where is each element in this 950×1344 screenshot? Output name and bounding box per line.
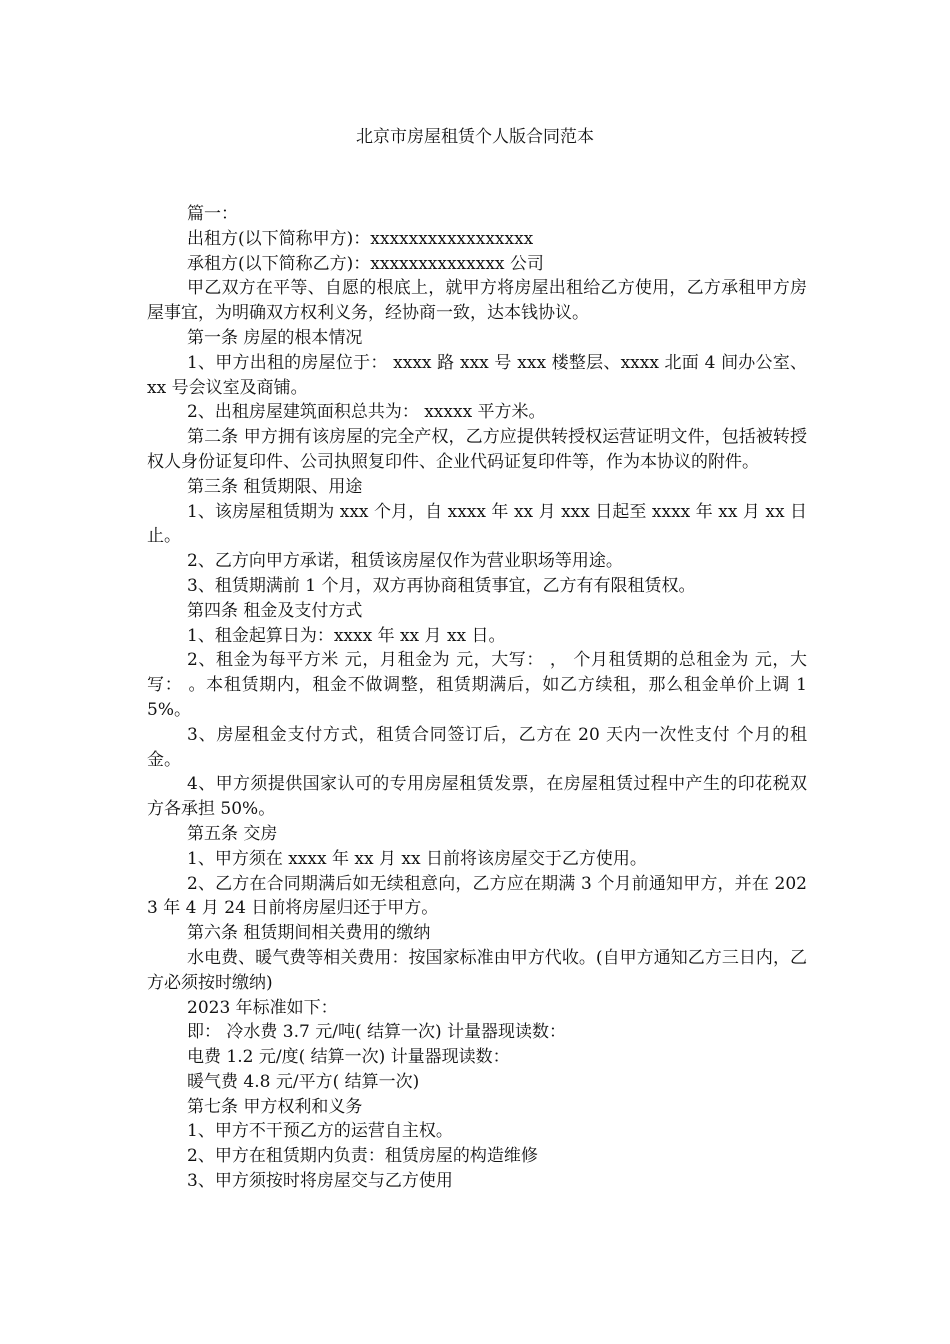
- paragraph: 1、甲方须在 xxxx 年 xx 月 xx 日前将该房屋交于乙方使用。: [187, 848, 647, 869]
- section-heading: 第二条 甲方拥有该房屋的完全产权，乙方应提供转授权运营证明文件，包括被转授权人身份证复印件、公司执照复印件、企业代码证复印件等，作为本协议的附件。: [147, 427, 807, 472]
- paragraph: 甲乙双方在平等、自愿的根底上，就甲方将房屋出租给乙方使用，乙方承租甲方房屋事宜，为明确双方权利义务，经协商一致，达本钱协议。: [147, 278, 807, 324]
- document-body: [147, 202, 807, 1194]
- paragraph: 4、甲方须提供国家认可的专用房屋租赁发票，在房屋租赁过程中产生的印花税双方各承担 50%。: [147, 774, 807, 820]
- paragraph: 1、甲方出租的房屋位于： xxxx 路 xxx 号 xxx 楼整层、xxxx 北面 4 间办公室、xx 号会议室及商铺。: [147, 352, 807, 398]
- paragraph: 2、乙方在合同期满后如无续租意向，乙方应在期满 3 个月前通知甲方，并在 2023 年 4 月 24 日前将房屋归还于甲方。: [147, 873, 807, 919]
- paragraph: 暖气费 4.8 元/平方( 结算一次): [187, 1071, 420, 1092]
- paragraph: 承租方(以下简称乙方)：xxxxxxxxxxxxxx 公司: [187, 253, 544, 274]
- section-heading: 第五条 交房: [187, 823, 278, 844]
- section-heading: 第三条 租赁期限、用途: [187, 476, 363, 497]
- document-title: 北京市房屋租赁个人版合同范本: [356, 127, 594, 147]
- paragraph: 出租方(以下简称甲方)：xxxxxxxxxxxxxxxxx: [187, 228, 534, 249]
- section-heading: 第六条 租赁期间相关费用的缴纳: [187, 923, 431, 944]
- section-heading: 第四条 租金及支付方式: [187, 600, 363, 621]
- paragraph: 2、甲方在租赁期内负责：租赁房屋的构造维修: [187, 1146, 538, 1167]
- section-heading: 第一条 房屋的根本情况: [187, 327, 363, 348]
- paragraph: 即： 冷水费 3.7 元/吨( 结算一次) 计量器现读数：: [187, 1022, 567, 1043]
- section-heading: 第七条 甲方权利和义务: [187, 1096, 363, 1117]
- paragraph: 2、出租房屋建筑面积总共为： xxxxx 平方米。: [187, 402, 546, 423]
- paragraph: 水电费、暖气费等相关费用：按国家标准由甲方代收。(自甲方通知乙方三日内，乙方必须按时缴纳): [147, 947, 807, 993]
- paragraph: 1、该房屋租赁期为 xxx 个月，自 xxxx 年 xx 月 xxx 日起至 xxxx 年 xx 月 xx 日止。: [147, 501, 807, 547]
- paragraph: 2、租金为每平方米 元，月租金为 元，大写： ， 个月租赁期的总租金为 元，大写： 。本租赁期内，租金不做调整，租赁期满后，如乙方续租，那么租金单价上调 15%。: [147, 650, 807, 720]
- paragraph: 篇一：: [187, 204, 238, 224]
- paragraph: 3、房屋租金支付方式，租赁合同签订后，乙方在 20 天内一次性支付 个月的租金。: [147, 724, 807, 770]
- paragraph: 电费 1.2 元/度( 结算一次) 计量器现读数：: [187, 1047, 510, 1068]
- paragraph: 3、租赁期满前 1 个月，双方再协商租赁事宜，乙方有有限租赁权。: [187, 575, 696, 596]
- paragraph: 3、甲方须按时将房屋交与乙方使用: [187, 1171, 453, 1192]
- paragraph: 2、乙方向甲方承诺，租赁该房屋仅作为营业职场等用途。: [187, 551, 623, 572]
- paragraph: 1、租金起算日为：xxxx 年 xx 月 xx 日。: [187, 625, 506, 646]
- paragraph: 2023 年标准如下：: [187, 997, 338, 1018]
- paragraph: 1、甲方不干预乙方的运营自主权。: [187, 1121, 453, 1142]
